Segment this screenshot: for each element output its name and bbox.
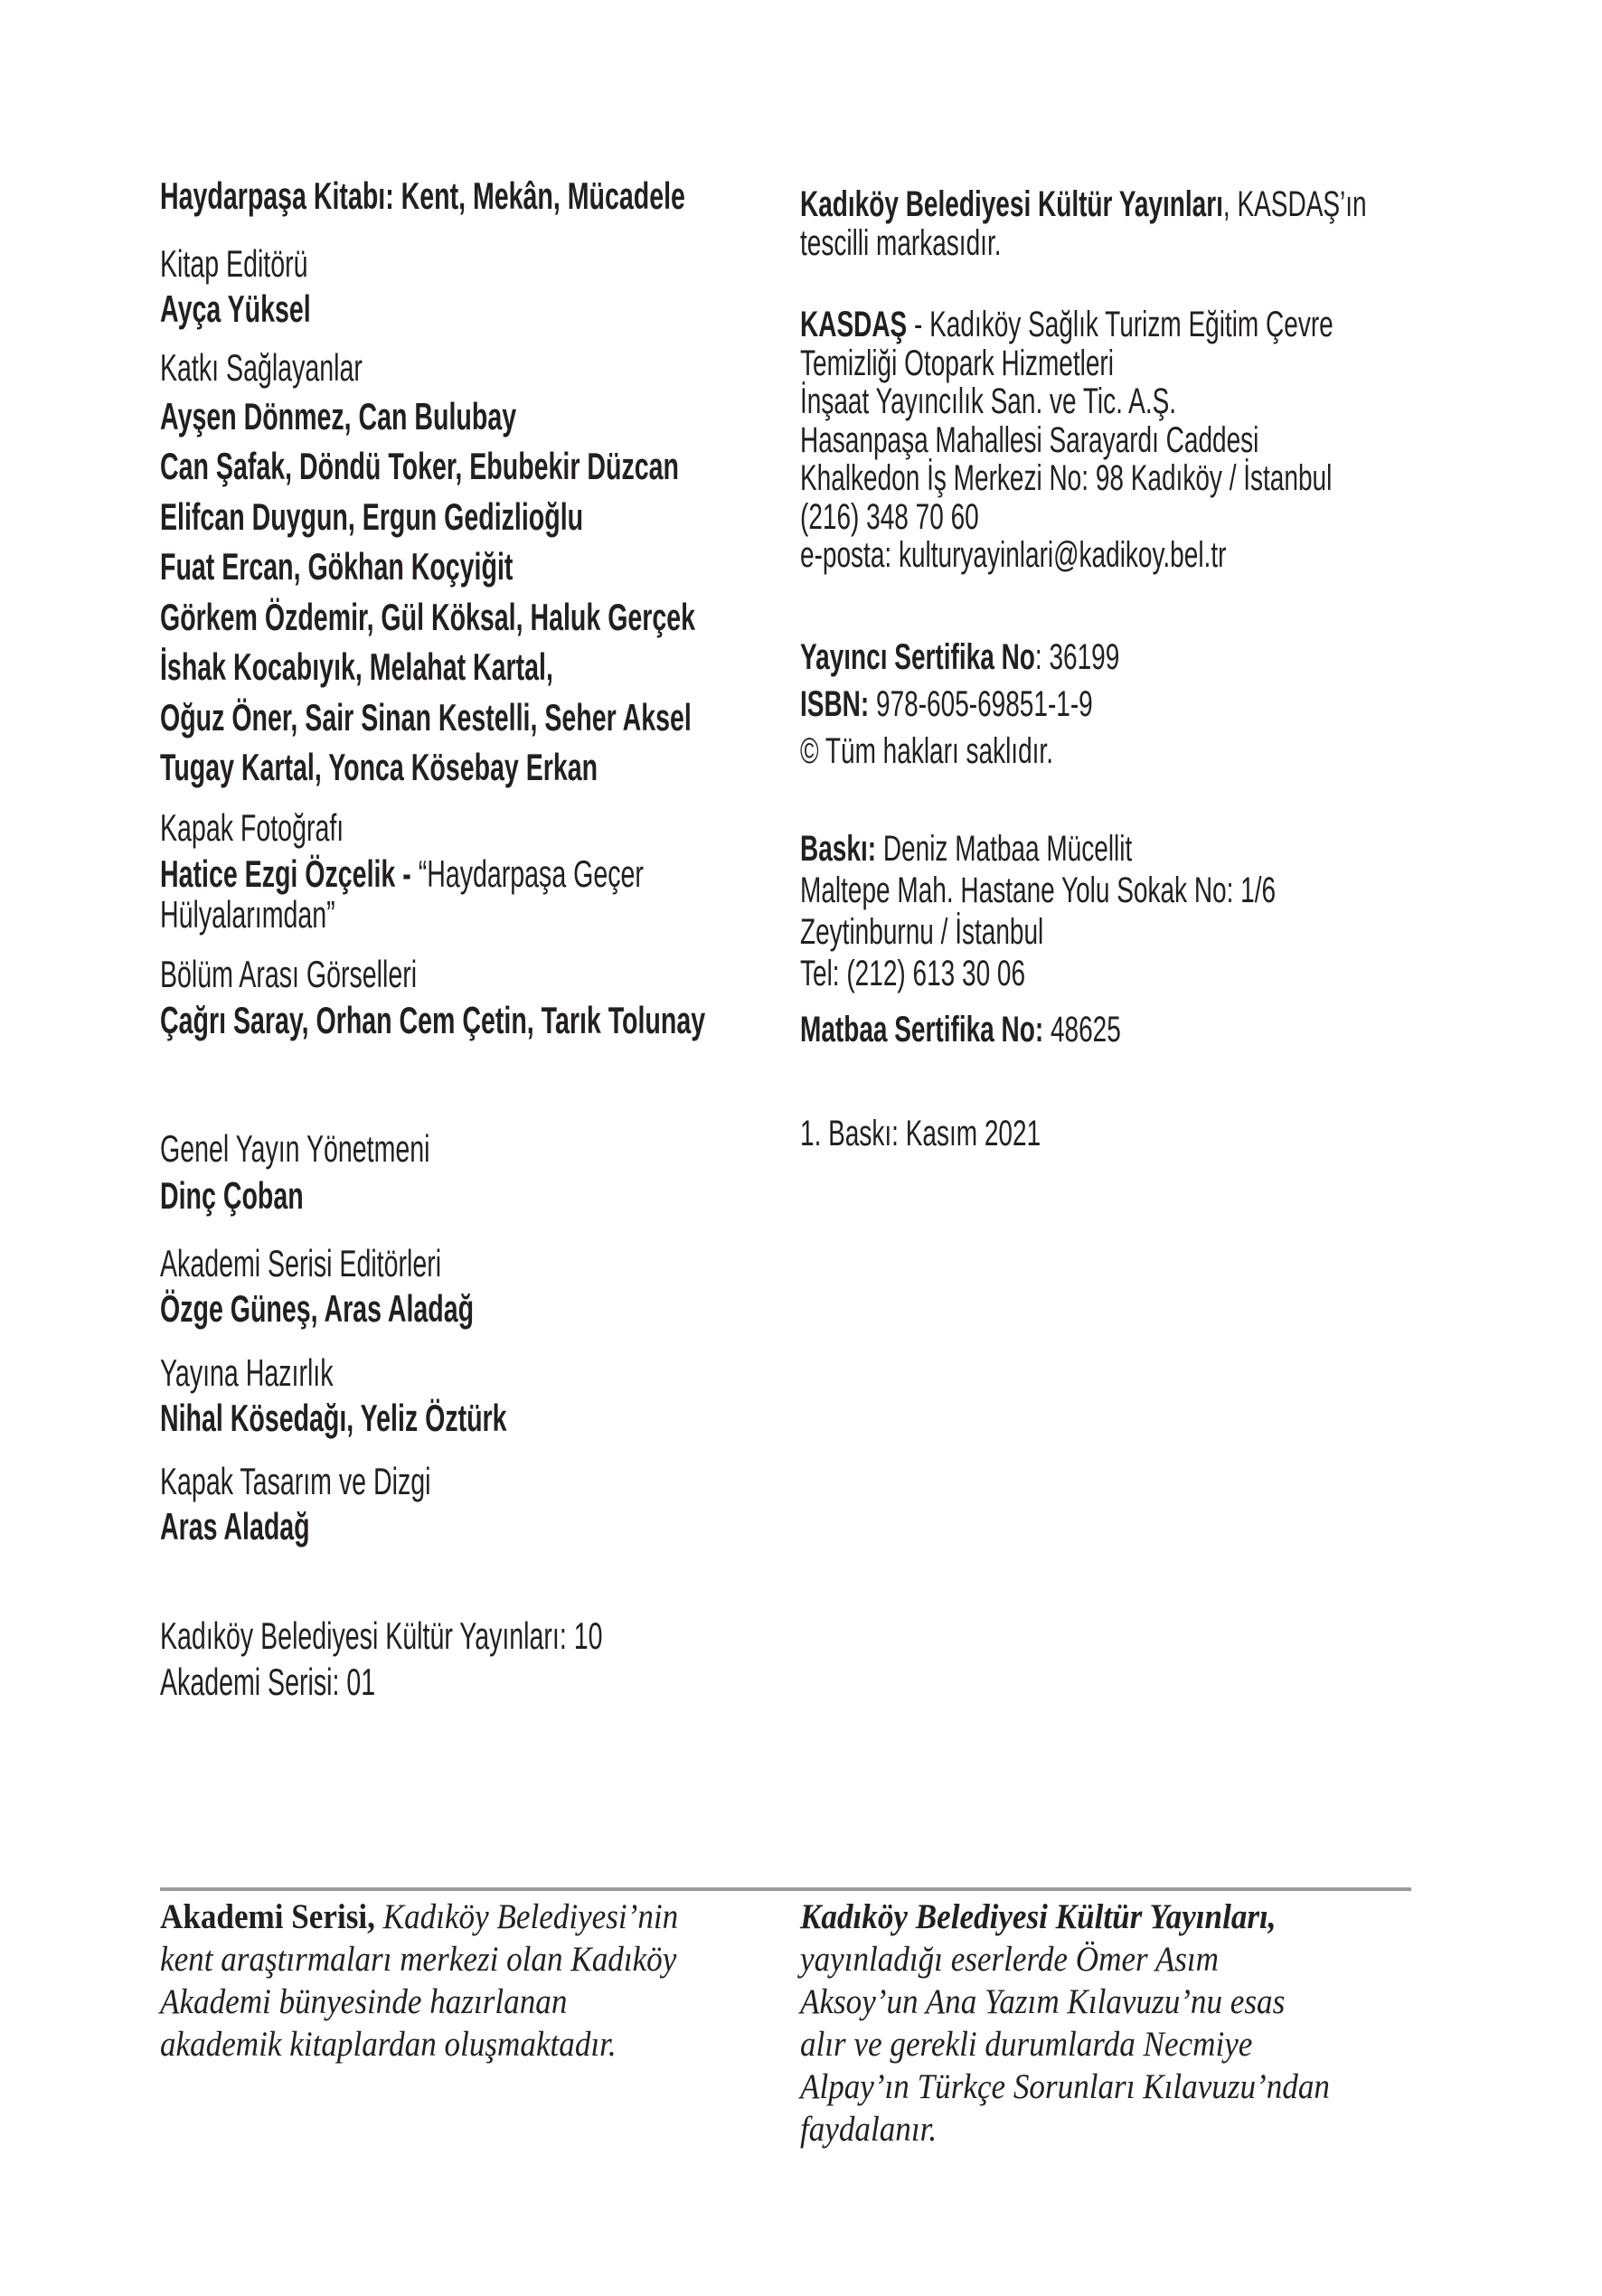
text-segment: e-posta: kulturyayinlari@kadikoy.bel.tr xyxy=(800,535,1227,575)
text-line xyxy=(800,1942,1219,1977)
text-line xyxy=(160,2027,617,2062)
text-segment: Dinç Çoban xyxy=(160,1174,304,1217)
text-line xyxy=(800,639,1119,675)
text-segment: Tugay Kartal, Yonca Kösebay Erkan xyxy=(160,746,598,788)
text-segment: Aras Aladağ xyxy=(160,1505,310,1548)
text-line xyxy=(160,174,685,217)
text-segment: Akademi Serisi: 01 xyxy=(160,1661,376,1703)
text-line xyxy=(160,1984,567,2019)
text-segment: Alpay’ın Türkçe Sorunları Kılavuzu’ndan xyxy=(800,2067,1330,2106)
text-line xyxy=(800,460,1332,496)
text-segment: Nihal Kösedağı, Yeliz Öztürk xyxy=(160,1397,507,1439)
text-segment: Temizliği Otopark Hizmetleri xyxy=(800,343,1114,383)
text-line xyxy=(800,186,1367,222)
text-line xyxy=(160,955,417,993)
text-segment: Hülyalarımdan” xyxy=(160,893,335,936)
text-line xyxy=(160,748,598,786)
text-segment: , KASDAŞ’ın xyxy=(1222,184,1367,224)
text-line xyxy=(160,242,308,285)
text-line xyxy=(800,872,1276,908)
text-line xyxy=(160,852,644,895)
text-line xyxy=(800,1012,1121,1048)
text-line xyxy=(160,346,363,389)
text-line xyxy=(800,733,1053,769)
text-line xyxy=(160,1899,678,1934)
text-line xyxy=(800,1899,1277,1934)
text-segment: Bölüm Arası Görselleri xyxy=(160,953,418,995)
text-segment: Akademi Serisi, xyxy=(160,1897,375,1936)
text-line xyxy=(160,1614,603,1657)
text-segment: Yayıncı Sertifika No xyxy=(800,637,1035,677)
text-line xyxy=(160,1942,676,1977)
text-segment: tescilli markasıdır. xyxy=(800,223,1002,263)
text-segment: Baskı: xyxy=(800,829,877,869)
text-line xyxy=(160,1287,475,1330)
text-segment: (216) 348 70 60 xyxy=(800,497,979,537)
text-line xyxy=(160,1399,507,1437)
text-line xyxy=(160,1505,310,1548)
text-segment: Tel: (212) 613 30 06 xyxy=(800,954,1026,993)
text-segment: İnşaat Yayıncılık San. ve Tic. A.Ş. xyxy=(800,381,1177,421)
text-line xyxy=(160,1351,334,1394)
text-segment: Fuat Ercan, Gökhan Koçyiğit xyxy=(160,545,514,588)
text-line xyxy=(160,1242,442,1284)
text-segment: Genel Yayın Yönetmeni xyxy=(160,1127,430,1170)
text-segment: Hatice Ezgi Özçelik - xyxy=(160,852,419,895)
text-line xyxy=(800,345,1114,381)
text-segment: 978-605-69851-1-9 xyxy=(869,684,1093,724)
text-segment: Yayına Hazırlık xyxy=(160,1351,334,1394)
text-line xyxy=(800,955,1025,992)
text-segment: Akademi Serisi Editörleri xyxy=(160,1242,442,1284)
text-line xyxy=(160,1127,430,1170)
text-line xyxy=(160,545,514,588)
text-segment: Oğuz Öner, Sair Sinan Kestelli, Seher Aksel xyxy=(160,696,692,739)
text-line xyxy=(800,306,1333,343)
text-segment: © Tüm hakları saklıdır. xyxy=(800,731,1053,771)
text-segment: Kadıköy Belediyesi Kültür Yayınları xyxy=(800,184,1223,224)
text-line xyxy=(800,2112,937,2147)
text-segment: Deniz Matbaa Mücellit xyxy=(876,829,1133,869)
text-line xyxy=(800,537,1226,573)
text-line xyxy=(800,1984,1285,2019)
text-segment: : 36199 xyxy=(1034,637,1120,677)
text-segment: Katkı Sağlayanlar xyxy=(160,346,363,389)
text-line xyxy=(160,495,584,538)
text-segment: kent araştırmaları merkezi olan Kadıköy xyxy=(160,1940,677,1979)
text-segment: Haydarpaşa Kitabı: Kent, Mekân, Mücadele xyxy=(160,174,685,217)
text-segment: Görkem Özdemir, Gül Köksal, Haluk Gerçek xyxy=(160,596,696,638)
text-line xyxy=(160,999,706,1041)
text-line xyxy=(160,1663,375,1701)
text-segment: Kadıköy Belediyesi Kültür Yayınları, xyxy=(800,1897,1277,1936)
text-segment: 1. Baskı: Kasım 2021 xyxy=(800,1114,1041,1153)
text-segment: Kitap Editörü xyxy=(160,242,308,285)
text-segment: Çağrı Saray, Orhan Cem Çetin, Tarık Tolunay xyxy=(160,999,706,1041)
text-segment: faydalanır. xyxy=(800,2110,938,2149)
text-segment: Akademi bünyesinde hazırlanan xyxy=(160,1982,568,2021)
text-segment: Özge Güneş, Aras Aladağ xyxy=(160,1287,475,1330)
text-segment: akademik kitaplardan oluşmaktadır. xyxy=(160,2025,617,2064)
text-line xyxy=(800,499,979,535)
text-line xyxy=(160,645,553,688)
text-segment: KASDAŞ xyxy=(800,305,908,344)
text-segment: ISBN: xyxy=(800,684,870,724)
text-line xyxy=(800,831,1132,867)
text-line xyxy=(160,287,311,330)
text-segment: Elifcan Duygun, Ergun Gedizlioğlu xyxy=(160,495,584,538)
text-segment: Zeytinburnu / İstanbul xyxy=(800,912,1044,952)
text-segment: Ayşen Dönmez, Can Bulubay xyxy=(160,395,517,438)
text-line xyxy=(800,225,1002,261)
text-line xyxy=(160,598,695,636)
text-segment: Maltepe Mah. Hastane Yolu Sokak No: 1/6 xyxy=(800,870,1277,910)
text-segment: Aksoy’un Ana Yazım Kılavuzu’nu esas xyxy=(800,1982,1286,2021)
text-segment: Kapak Fotoğrafı xyxy=(160,806,344,849)
text-segment: Can Şafak, Döndü Toker, Ebubekir Düzcan xyxy=(160,445,679,487)
text-line xyxy=(800,2069,1330,2104)
text-segment: 48625 xyxy=(1043,1010,1121,1049)
text-segment: İshak Kocabıyık, Melahat Kartal, xyxy=(160,645,553,688)
text-segment: Matbaa Sertifika No: xyxy=(800,1010,1044,1049)
text-line xyxy=(800,422,1258,458)
text-line xyxy=(160,1460,431,1502)
text-segment: Hasanpaşa Mahallesi Sarayardı Caddesi xyxy=(800,420,1259,460)
text-segment: “Haydarpaşa Geçer xyxy=(418,852,644,895)
text-line xyxy=(160,447,679,485)
text-segment: Kapak Tasarım ve Dizgi xyxy=(160,1460,431,1502)
text-segment: Ayça Yüksel xyxy=(160,287,311,330)
text-line xyxy=(160,1174,304,1217)
text-segment: Kadıköy Belediyesi’nin xyxy=(374,1897,679,1936)
text-line xyxy=(160,696,692,739)
text-line xyxy=(160,395,517,438)
text-segment: yayınladığı eserlerde Ömer Asım xyxy=(800,1940,1220,1979)
text-line xyxy=(160,893,335,936)
text-line xyxy=(800,686,1093,722)
text-line xyxy=(800,2027,1252,2062)
divider-rule xyxy=(160,1887,1411,1891)
text-segment: Kadıköy Belediyesi Kültür Yayınları: 10 xyxy=(160,1614,603,1657)
text-segment: - Kadıköy Sağlık Turizm Eğitim Çevre xyxy=(907,305,1333,344)
text-line xyxy=(800,914,1043,950)
text-line xyxy=(800,1115,1041,1152)
text-segment: alır ve gerekli durumlarda Necmiye xyxy=(800,2025,1253,2064)
text-segment: Khalkedon İş Merkezi No: 98 Kadıköy / İstanbul xyxy=(800,458,1333,498)
text-line xyxy=(160,806,344,849)
text-line xyxy=(800,383,1176,419)
